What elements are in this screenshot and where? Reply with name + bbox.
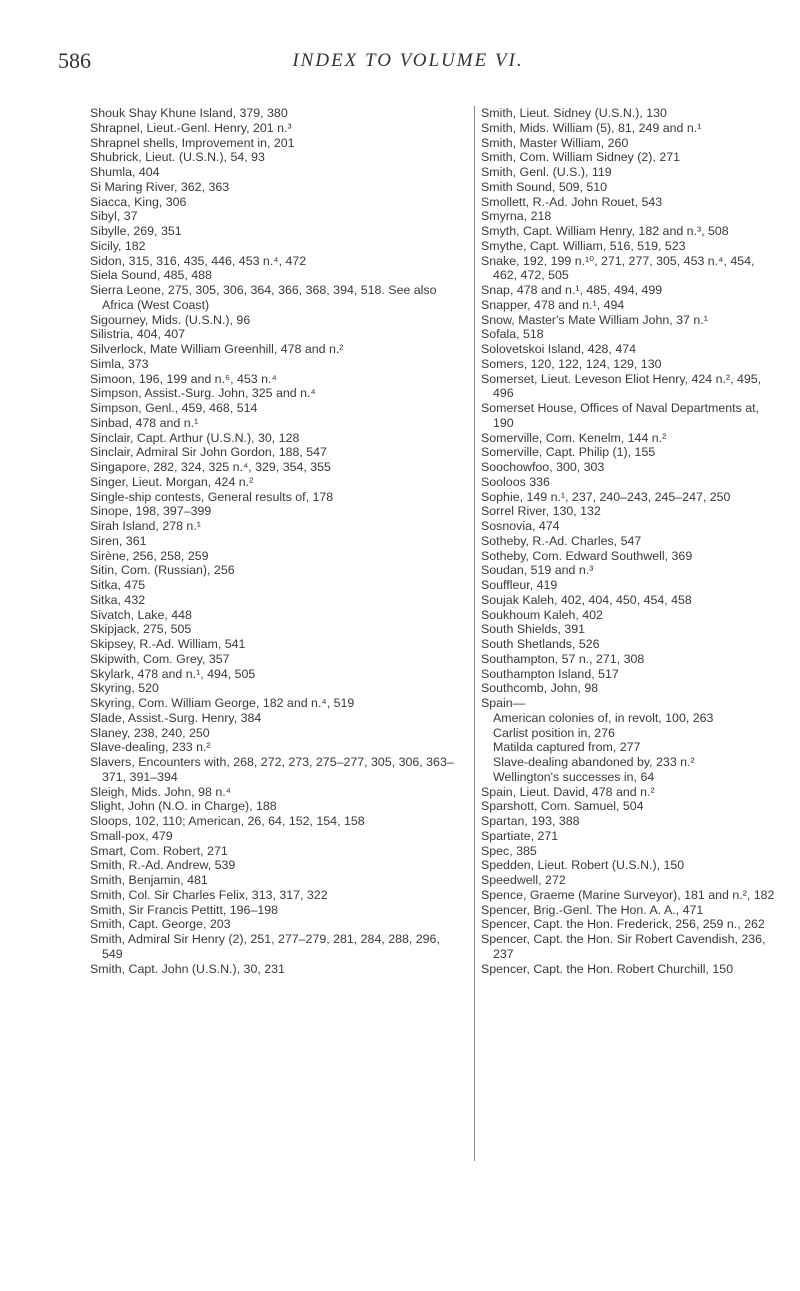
index-entry: Somerville, Capt. Philip (1), 155 bbox=[481, 445, 656, 460]
index-entry: Sidon, 315, 316, 435, 446, 453 n.⁴, 472 bbox=[90, 253, 307, 268]
index-entry: Small-pox, 479 bbox=[90, 828, 173, 843]
index-entry: Smith, R.-Ad. Andrew, 539 bbox=[90, 858, 236, 873]
index-entry: Snapper, 478 and n.¹, 494 bbox=[481, 297, 625, 312]
index-entry: Smith, Capt. George, 203 bbox=[90, 917, 231, 932]
index-entry: American colonies of, in revolt, 100, 263 bbox=[493, 710, 714, 725]
index-entry: Skylark, 478 and n.¹, 494, 505 bbox=[90, 666, 256, 681]
index-entry: Somers, 120, 122, 124, 129, 130 bbox=[481, 356, 662, 371]
index-entry: Shrapnel shells, Improvement in, 201 bbox=[90, 135, 295, 150]
index-entry: Sophie, 149 n.¹, 237, 240–243, 245–247, 250 bbox=[481, 489, 731, 504]
index-entry: Smith, Col. Sir Charles Felix, 313, 317, 322 bbox=[90, 887, 328, 902]
index-entry: Spedden, Lieut. Robert (U.S.N.), 150 bbox=[481, 858, 685, 873]
index-entry: Sitka, 432 bbox=[90, 592, 146, 607]
index-entry: Southcomb, John, 98 bbox=[481, 681, 599, 696]
index-entry: Slave-dealing abandoned by, 233 n.² bbox=[493, 755, 695, 769]
index-entry: Soochowfoo, 300, 303 bbox=[481, 460, 605, 474]
index-entry: Smith, Sir Francis Pettitt, 196–198 bbox=[90, 902, 279, 917]
index-entry: Wellington's successes in, 64 bbox=[493, 769, 655, 784]
page-number: 586 bbox=[58, 48, 91, 73]
index-entry: Smith, Master William, 260 bbox=[481, 135, 629, 150]
index-entry: Single-ship contests, General results of, 178 bbox=[90, 489, 334, 504]
index-entry: Singer, Lieut. Morgan, 424 n.² bbox=[90, 474, 254, 489]
index-entry: Spence, Graeme (Marine Surveyor), 181 and n.², 182 bbox=[481, 887, 775, 902]
index-entry: Shumla, 404 bbox=[90, 165, 160, 179]
index-entry: Snap, 478 and n.¹, 485, 494, 499 bbox=[481, 283, 663, 297]
index-entry: Snake, 192, 199 n.¹⁰, 271, 277, 305, 453 n.⁴, 454, 462, 472, 505 bbox=[481, 253, 755, 283]
index-entry: Simpson, Assist.-Surg. John, 325 and n.⁴ bbox=[90, 386, 316, 401]
index-entry: Sloops, 102, 110; American, 26, 64, 152, 154, 158 bbox=[90, 814, 365, 828]
index-entry: Spartan, 193, 388 bbox=[481, 814, 580, 828]
index-entry: Slavers, Encounters with, 268, 272, 273, 275–277, 305, 306, 363–371, 391–394 bbox=[90, 755, 454, 784]
running-title: INDEX TO VOLUME VI. bbox=[292, 50, 524, 71]
index-entry: Souffleur, 419 bbox=[481, 578, 558, 592]
index-entry: Smith Sound, 509, 510 bbox=[481, 179, 608, 194]
index-entry: Siela Sound, 485, 488 bbox=[90, 268, 212, 283]
index-entry: Soudan, 519 and n.³ bbox=[481, 563, 594, 578]
index-entry: Smith, Benjamin, 481 bbox=[90, 873, 208, 887]
index-entry: Spec, 385 bbox=[481, 843, 537, 858]
index-entry: Sinope, 198, 397–399 bbox=[90, 504, 212, 519]
index-entry: Sotheby, R.-Ad. Charles, 547 bbox=[481, 533, 642, 548]
index-entry: Smith, Capt. John (U.S.N.), 30, 231 bbox=[90, 961, 285, 976]
index-entry: Spencer, Capt. the Hon. Sir Robert Cavendish, 236, 237 bbox=[481, 932, 766, 961]
index-entry: Sosnovia, 474 bbox=[481, 519, 560, 533]
index-entry: Speedwell, 272 bbox=[481, 873, 566, 887]
index-entry: Somerset House, Offices of Naval Departments at, 190 bbox=[481, 401, 759, 430]
index-entry: Spencer, Capt. the Hon. Robert Churchill, 150 bbox=[481, 961, 734, 976]
index-entry: Somerville, Com. Kenelm, 144 n.² bbox=[481, 430, 667, 445]
index-entry: Sinbad, 478 and n.¹ bbox=[90, 415, 199, 430]
index-entry: Skipjack, 275, 505 bbox=[90, 622, 192, 637]
index-entry: Southampton, 57 n., 271, 308 bbox=[481, 651, 645, 666]
index-entry: Skyring, 520 bbox=[90, 681, 159, 696]
index-entry: Carlist position in, 276 bbox=[493, 725, 615, 740]
index-entry: Simoon, 196, 199 and n.⁶, 453 n.⁴ bbox=[90, 371, 277, 386]
index-entry: Smyrna, 218 bbox=[481, 209, 552, 224]
index-entry: Sinclair, Capt. Arthur (U.S.N.), 30, 128 bbox=[90, 430, 300, 445]
index-entry: Slade, Assist.-Surg. Henry, 384 bbox=[90, 710, 262, 725]
index-entry: Silistria, 404, 407 bbox=[90, 327, 186, 342]
index-entry: Spartiate, 271 bbox=[481, 828, 559, 843]
index-entry: Siacca, King, 306 bbox=[90, 194, 187, 209]
index-entry: Simpson, Genl., 459, 468, 514 bbox=[90, 401, 258, 415]
index-entry: Smith, Admiral Sir Henry (2), 251, 277–279, 281, 284, 288, 296, 549 bbox=[90, 932, 440, 961]
index-entry: Somerset, Lieut. Leveson Eliot Henry, 424 n.², 495, 496 bbox=[481, 371, 762, 401]
index-entry: South Shields, 391 bbox=[481, 622, 586, 637]
index-entry: Sparshott, Com. Samuel, 504 bbox=[481, 799, 644, 814]
index-entry: Sirah Island, 278 n.¹ bbox=[90, 519, 201, 533]
index-entry: Spencer, Capt. the Hon. Frederick, 256, 259 n., 262 bbox=[481, 917, 765, 932]
index-entry: Sicily, 182 bbox=[90, 238, 146, 253]
index-entry: Sirène, 256, 258, 259 bbox=[90, 548, 209, 563]
index-entry: Silverlock, Mate William Greenhill, 478 and n.² bbox=[90, 342, 344, 356]
index-entry: Solovetskoi Island, 428, 474 bbox=[481, 342, 636, 356]
index-entry: Sorrel River, 130, 132 bbox=[481, 504, 601, 519]
index-entry: Singapore, 282, 324, 325 n.⁴, 329, 354, 355 bbox=[90, 460, 331, 474]
index-entry: Siren, 361 bbox=[90, 533, 147, 548]
index-entry: Sierra Leone, 275, 305, 306, 364, 366, 368, 394, 518. See also Africa (West Coast) bbox=[90, 283, 437, 312]
index-entry: Sibylle, 269, 351 bbox=[90, 224, 182, 238]
index-column-left bbox=[90, 106, 462, 976]
index-entry: South Shetlands, 526 bbox=[481, 637, 600, 651]
index-entry: Spain, Lieut. David, 478 and n.² bbox=[481, 784, 655, 799]
index-entry: Sleigh, Mids. John, 98 n.⁴ bbox=[90, 784, 232, 799]
index-entry: Spain— bbox=[481, 696, 526, 710]
index-entry: Southampton Island, 517 bbox=[481, 666, 619, 681]
index-entry: Smith, Mids. William (5), 81, 249 and n.¹ bbox=[481, 120, 702, 135]
index-entry: Shouk Shay Khune Island, 379, 380 bbox=[90, 106, 288, 120]
index-entry: Smith, Com. William Sidney (2), 271 bbox=[481, 150, 680, 165]
page-header bbox=[58, 48, 758, 78]
index-entry: Sofala, 518 bbox=[481, 327, 544, 342]
index-entry: Soukhoum Kaleh, 402 bbox=[481, 607, 603, 622]
index-entry: Smart, Com. Robert, 271 bbox=[90, 843, 228, 858]
index-entry: Simla, 373 bbox=[90, 356, 149, 371]
index-entry: Smith, Lieut. Sidney (U.S.N.), 130 bbox=[481, 106, 667, 120]
index-entry: Skipsey, R.-Ad. William, 541 bbox=[90, 637, 246, 651]
index-entry: Snow, Master's Mate William John, 37 n.¹ bbox=[481, 312, 708, 327]
index-entry: Slaney, 238, 240, 250 bbox=[90, 725, 210, 740]
index-entry: Shubrick, Lieut. (U.S.N.), 54, 93 bbox=[90, 150, 265, 165]
index-entry: Sitka, 475 bbox=[90, 578, 146, 592]
index-entry: Shrapnel, Lieut.-Genl. Henry, 201 n.³ bbox=[90, 120, 292, 135]
index-entry: Skyring, Com. William George, 182 and n.⁴, 519 bbox=[90, 696, 355, 710]
index-entry: Spencer, Brig.-Genl. The Hon. A. A., 471 bbox=[481, 902, 704, 917]
index-entry: Sitin, Com. (Russian), 256 bbox=[90, 563, 235, 578]
index-entry: Smollett, R.-Ad. John Rouet, 543 bbox=[481, 194, 663, 209]
index-entry: Sibyl, 37 bbox=[90, 209, 138, 224]
index-entry: Sooloos 336 bbox=[481, 474, 550, 489]
index-entry: Si Maring River, 362, 363 bbox=[90, 179, 230, 194]
index-entry: Slight, John (N.O. in Charge), 188 bbox=[90, 799, 277, 814]
index-entry: Soujak Kaleh, 402, 404, 450, 454, 458 bbox=[481, 592, 692, 607]
index-entry: Sigourney, Mids. (U.S.N.), 96 bbox=[90, 312, 251, 327]
index-column-right bbox=[481, 106, 781, 976]
index-entry: Slave-dealing, 233 n.² bbox=[90, 740, 211, 755]
index-entry: Matilda captured from, 277 bbox=[493, 740, 641, 755]
index-entry: Sinclair, Admiral Sir John Gordon, 188, 547 bbox=[90, 445, 327, 460]
column-divider bbox=[474, 106, 475, 1161]
index-entry: Skipwith, Com. Grey, 357 bbox=[90, 651, 230, 666]
index-entry: Sivatch, Lake, 448 bbox=[90, 607, 192, 622]
index-entry: Smythe, Capt. William, 516, 519, 523 bbox=[481, 238, 686, 253]
index-entry: Smyth, Capt. William Henry, 182 and n.³, 508 bbox=[481, 224, 729, 238]
index-entry: Sotheby, Com. Edward Southwell, 369 bbox=[481, 548, 693, 563]
index-entry: Smith, Genl. (U.S.), 119 bbox=[481, 165, 612, 179]
